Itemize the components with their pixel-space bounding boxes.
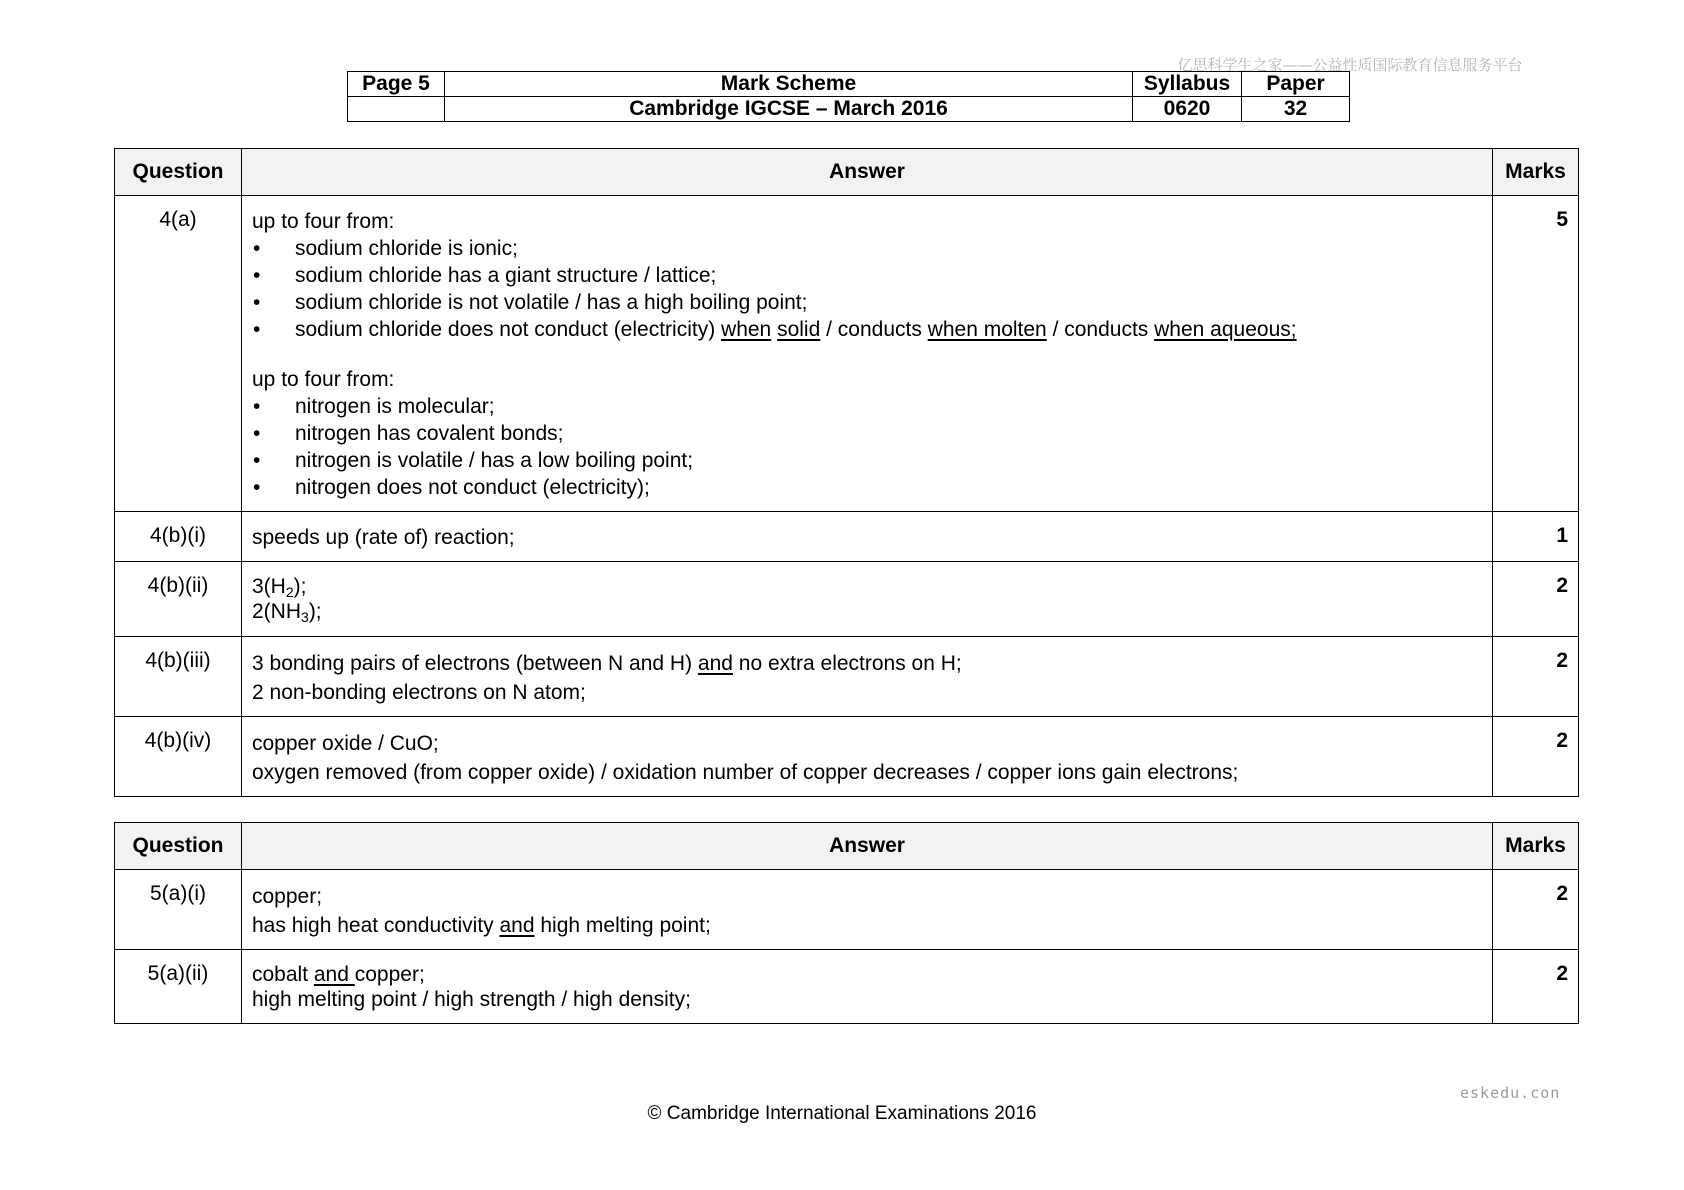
question-number: 4(b)(i) bbox=[115, 512, 242, 562]
bullet: • bbox=[253, 422, 261, 445]
list-item-text: nitrogen has covalent bonds; bbox=[295, 422, 564, 445]
bullet: • bbox=[253, 318, 261, 341]
bullet: • bbox=[253, 449, 261, 472]
marks-value: 2 bbox=[1493, 562, 1579, 637]
text-run: 3(H bbox=[252, 575, 286, 598]
bullet: • bbox=[253, 264, 261, 287]
answer-line: high melting point / high strength / high density; bbox=[252, 988, 691, 1011]
text-run: 3 bonding pairs of electrons (between N and H) bbox=[252, 652, 698, 675]
underlined-text: solid bbox=[777, 318, 821, 341]
list-item bbox=[252, 393, 1482, 420]
text-run: sodium chloride does not conduct (electricity) bbox=[295, 318, 722, 341]
marks-value: 2 bbox=[1493, 717, 1579, 797]
question-number: 5(a)(ii) bbox=[115, 950, 242, 1024]
marks-column-header: Marks bbox=[1493, 149, 1579, 196]
answer-line: copper oxide / CuO; bbox=[252, 732, 439, 755]
watermark-bottom: eskedu.con bbox=[1460, 1084, 1561, 1102]
table-row bbox=[115, 196, 1579, 512]
list-item-text bbox=[295, 318, 1297, 341]
list-item bbox=[252, 420, 1482, 447]
question-number: 4(b)(iii) bbox=[115, 637, 242, 717]
text-run: 2(NH bbox=[252, 600, 302, 623]
answer-column-header: Answer bbox=[242, 149, 1493, 196]
header-title: Mark Scheme bbox=[445, 72, 1133, 97]
table-header-row bbox=[115, 823, 1579, 870]
copyright-footer: © Cambridge International Examinations 2016 bbox=[647, 1103, 1037, 1124]
answer-line bbox=[252, 649, 1482, 678]
marks-value: 5 bbox=[1493, 196, 1579, 512]
text-run: / conducts bbox=[1046, 318, 1155, 341]
answer-line bbox=[252, 911, 1482, 940]
answer-cell bbox=[242, 637, 1493, 717]
paper-label: Paper bbox=[1242, 72, 1350, 97]
answer-cell: speeds up (rate of) reaction; bbox=[242, 512, 1493, 562]
text-run: has high heat conductivity bbox=[252, 914, 500, 937]
list-item-text: nitrogen is molecular; bbox=[295, 395, 495, 418]
text-run: copper; bbox=[354, 963, 425, 986]
answer-line bbox=[252, 962, 1482, 987]
text-run: high melting point; bbox=[534, 914, 711, 937]
underlined-text: and bbox=[499, 914, 535, 937]
underlined-text: when aqueous; bbox=[1154, 318, 1297, 341]
bullet: • bbox=[253, 476, 261, 499]
bullet: • bbox=[253, 291, 261, 314]
answer-line: oxygen removed (from copper oxide) / oxidation number of copper decreases / copper ions gain electrons; bbox=[252, 761, 1239, 784]
answer-cell bbox=[242, 196, 1493, 512]
list-item bbox=[252, 474, 1482, 501]
list-item bbox=[252, 447, 1482, 474]
list-item-text: sodium chloride has a giant structure / lattice; bbox=[295, 264, 717, 287]
answer-line bbox=[252, 599, 1482, 624]
table-row bbox=[115, 717, 1579, 797]
syllabus-code: 0620 bbox=[1133, 97, 1242, 122]
syllabus-label: Syllabus bbox=[1133, 72, 1242, 97]
table-header-row bbox=[115, 149, 1579, 196]
question-number: 4(a) bbox=[115, 196, 242, 512]
marks-value: 1 bbox=[1493, 512, 1579, 562]
list-item bbox=[252, 235, 1482, 262]
paper-number: 32 bbox=[1242, 97, 1350, 122]
underlined-text: and bbox=[313, 963, 355, 986]
marks-value: 2 bbox=[1493, 870, 1579, 950]
answer-cell bbox=[242, 870, 1493, 950]
question-5-table bbox=[114, 822, 1579, 1024]
answer-cell bbox=[242, 717, 1493, 797]
header-blank-cell bbox=[348, 97, 445, 122]
answer-line: copper; bbox=[252, 885, 323, 908]
text-run: ); bbox=[308, 600, 322, 623]
subscript: 2 bbox=[285, 584, 294, 600]
page-number: Page 5 bbox=[348, 72, 445, 97]
answer-cell bbox=[242, 950, 1493, 1024]
question-number: 4(b)(ii) bbox=[115, 562, 242, 637]
list-item bbox=[252, 316, 1482, 343]
answer-column-header: Answer bbox=[242, 823, 1493, 870]
table-row bbox=[115, 637, 1579, 717]
answer-intro: up to four from: bbox=[252, 210, 395, 233]
list-item bbox=[252, 262, 1482, 289]
table-row bbox=[115, 512, 1579, 562]
bullet: • bbox=[253, 395, 261, 418]
list-item bbox=[252, 289, 1482, 316]
question-number: 5(a)(i) bbox=[115, 870, 242, 950]
marks-value: 2 bbox=[1493, 950, 1579, 1024]
text-run: cobalt bbox=[252, 963, 314, 986]
text-run: no extra electrons on H; bbox=[732, 652, 962, 675]
text-run: ); bbox=[293, 575, 307, 598]
underlined-text: when bbox=[721, 318, 772, 341]
answer-cell bbox=[242, 562, 1493, 637]
question-number: 4(b)(iv) bbox=[115, 717, 242, 797]
text-run: / conducts bbox=[820, 318, 928, 341]
answer-line: 2 non-bonding electrons on N atom; bbox=[252, 681, 586, 704]
watermark-top: 亿思科学生之家——公益性质国际教育信息服务平台 bbox=[1177, 56, 1523, 74]
list-item-text: nitrogen is volatile / has a low boiling point; bbox=[295, 449, 694, 472]
question-4-table bbox=[114, 148, 1579, 797]
table-row bbox=[115, 950, 1579, 1024]
question-column-header: Question bbox=[115, 149, 242, 196]
header-table bbox=[347, 71, 1350, 122]
table-row bbox=[115, 870, 1579, 950]
list-item-text: sodium chloride is ionic; bbox=[295, 237, 518, 260]
list-item-text: nitrogen does not conduct (electricity); bbox=[295, 476, 650, 499]
bullet-list-sodium-chloride bbox=[252, 235, 1482, 343]
answer-intro: up to four from: bbox=[252, 368, 395, 391]
bullet-list-nitrogen bbox=[252, 393, 1482, 501]
subscript: 3 bbox=[301, 609, 309, 625]
table-row bbox=[115, 562, 1579, 637]
marks-value: 2 bbox=[1493, 637, 1579, 717]
question-column-header: Question bbox=[115, 823, 242, 870]
underlined-text: and bbox=[697, 652, 733, 675]
underlined-text: when molten bbox=[927, 318, 1047, 341]
bullet: • bbox=[253, 237, 261, 260]
marks-column-header: Marks bbox=[1493, 823, 1579, 870]
header-subtitle: Cambridge IGCSE – March 2016 bbox=[445, 97, 1133, 122]
list-item-text: sodium chloride is not volatile / has a high boiling point; bbox=[295, 291, 808, 314]
answer-line bbox=[252, 574, 1482, 599]
